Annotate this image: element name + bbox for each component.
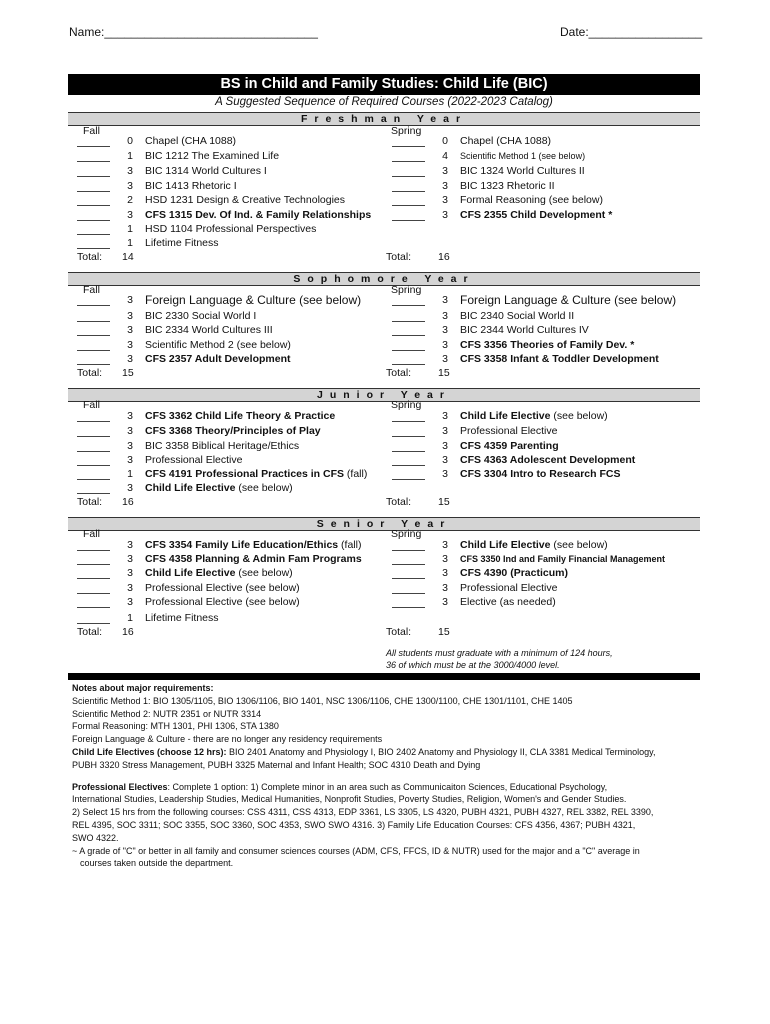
credit-hours: 3 bbox=[127, 553, 133, 565]
spring-course-row bbox=[392, 552, 702, 566]
course-name bbox=[145, 352, 290, 366]
spring-course-row bbox=[392, 193, 702, 207]
credit-hours: 1 bbox=[127, 468, 133, 480]
spring-total-label: Total: bbox=[386, 626, 412, 638]
course-note: (fall) bbox=[344, 468, 368, 480]
course-name bbox=[460, 424, 557, 438]
note-professional-electives bbox=[72, 781, 712, 794]
course-note: (see below) bbox=[235, 567, 293, 579]
fall-course-row bbox=[77, 409, 387, 423]
credit-hours: 3 bbox=[127, 567, 133, 579]
fall-course-row bbox=[77, 193, 387, 207]
spring-total-label: Total: bbox=[386, 251, 412, 263]
credit-hours: 3 bbox=[442, 165, 448, 177]
credit-hours: 3 bbox=[127, 440, 133, 452]
course-title: CFS 4363 Adolescent Development bbox=[460, 454, 636, 466]
course-name bbox=[145, 611, 219, 625]
grade-blank[interactable] bbox=[77, 455, 110, 466]
year-header: Junior Year bbox=[68, 388, 700, 402]
fall-course-row bbox=[77, 538, 387, 552]
course-name bbox=[460, 538, 608, 552]
pe-line3: 2) Select 15 hrs from the following courses: CSS 4311, CSS 4313, EDP 3361, LS 3305, LS 4320, PUBH 4321, PUBH 4327, REL 3382, REL 3390, bbox=[72, 807, 654, 818]
credit-hours: 3 bbox=[127, 324, 133, 336]
grade-blank[interactable] bbox=[77, 554, 110, 565]
pe-line5: SWO 4322. bbox=[72, 832, 119, 843]
spring-label: Spring bbox=[391, 284, 422, 296]
course-title: Professional Elective (see below) bbox=[145, 582, 300, 594]
fall-course-row bbox=[77, 581, 387, 595]
course-title: CFS 3354 Family Life Education/Ethics bbox=[145, 539, 339, 551]
course-name bbox=[145, 409, 335, 423]
credit-hours: 3 bbox=[442, 339, 448, 351]
spring-total-value: 16 bbox=[438, 251, 450, 263]
spring-total-value: 15 bbox=[438, 367, 450, 379]
name-field[interactable]: Name:________________________________ bbox=[69, 25, 318, 39]
pe-label: Professional Electives bbox=[72, 781, 168, 792]
credit-hours: 3 bbox=[442, 454, 448, 466]
fall-course-row bbox=[77, 222, 387, 236]
course-name bbox=[145, 193, 345, 207]
fall-course-row bbox=[77, 179, 387, 193]
course-name bbox=[145, 538, 361, 552]
credit-hours: 3 bbox=[442, 425, 448, 437]
fall-course-row bbox=[77, 439, 387, 453]
fall-course-row bbox=[77, 481, 387, 495]
course-name bbox=[145, 439, 299, 453]
course-name bbox=[145, 236, 219, 250]
grade-line1: ~ A grade of "C" or better in all family and consumer sciences courses (ADM, CFS, FFCS, ID & NUTR) used for the major and a "C" average in bbox=[72, 845, 640, 856]
spring-total-value: 15 bbox=[438, 496, 450, 508]
course-name bbox=[145, 309, 256, 323]
course-title: Formal Reasoning (see below) bbox=[460, 194, 603, 206]
year-header: Freshman Year bbox=[68, 112, 700, 126]
credit-hours: 3 bbox=[127, 339, 133, 351]
course-title: CFS 3362 Child Life Theory & Practice bbox=[145, 410, 336, 422]
course-title: Elective (as needed) bbox=[460, 596, 556, 608]
spring-course-row bbox=[392, 409, 702, 423]
spring-label: Spring bbox=[391, 399, 422, 411]
course-name bbox=[145, 149, 279, 163]
credit-hours: 3 bbox=[127, 410, 133, 422]
course-name bbox=[145, 134, 236, 148]
course-title: BIC 3358 Biblical Heritage/Ethics bbox=[145, 440, 300, 452]
credit-hours: 3 bbox=[442, 353, 448, 365]
spring-course-row bbox=[392, 134, 702, 148]
fall-course-row bbox=[77, 338, 387, 352]
grade-blank[interactable] bbox=[392, 340, 425, 351]
fall-course-row bbox=[77, 352, 387, 366]
year-header: Senior Year bbox=[68, 517, 700, 531]
course-title: CFS 3350 Ind and Family Financial Management bbox=[460, 554, 666, 564]
grade-blank[interactable] bbox=[77, 224, 110, 235]
credit-hours: 3 bbox=[442, 582, 448, 594]
cle-text: BIO 2401 Anatomy and Physiology I, BIO 2402 Anatomy and Physiology II, CLA 3381 Medical Terminology, bbox=[226, 746, 656, 757]
grade-blank[interactable] bbox=[77, 311, 110, 322]
grade-blank[interactable] bbox=[392, 540, 425, 551]
course-name bbox=[145, 164, 267, 178]
grade-blank[interactable] bbox=[77, 325, 110, 336]
credit-hours: 3 bbox=[127, 582, 133, 594]
fall-label: Fall bbox=[83, 528, 100, 540]
fall-label: Fall bbox=[83, 399, 100, 411]
fall-course-row bbox=[77, 236, 387, 250]
course-name bbox=[460, 566, 568, 580]
grade-blank[interactable] bbox=[77, 568, 110, 579]
course-name bbox=[460, 552, 665, 566]
course-title: CFS 3356 Theories of Family Dev. * bbox=[460, 339, 635, 351]
spring-label: Spring bbox=[391, 125, 422, 137]
course-title: Professional Elective bbox=[460, 425, 558, 437]
credit-hours: 3 bbox=[127, 596, 133, 608]
grade-blank[interactable] bbox=[77, 469, 110, 480]
course-title: HSD 1104 Professional Perspectives bbox=[145, 223, 317, 235]
course-name bbox=[460, 149, 585, 163]
grade-blank[interactable] bbox=[77, 340, 110, 351]
spring-course-row bbox=[392, 595, 702, 609]
credit-hours: 1 bbox=[127, 150, 133, 162]
course-title: CFS 4359 Parenting bbox=[460, 440, 559, 452]
course-title: Child Life Elective bbox=[145, 482, 236, 494]
course-title: CFS 3304 Intro to Research FCS bbox=[460, 468, 621, 480]
course-note: (fall) bbox=[338, 539, 362, 551]
credit-hours: 3 bbox=[442, 567, 448, 579]
course-title: Scientific Method 1 (see below) bbox=[460, 151, 586, 161]
grade-blank[interactable] bbox=[77, 210, 110, 221]
fall-course-row bbox=[77, 164, 387, 178]
course-name bbox=[460, 467, 620, 481]
fall-total-value: 16 bbox=[122, 496, 134, 508]
course-title: Child Life Elective bbox=[460, 539, 551, 551]
course-name bbox=[460, 164, 585, 178]
cle-label: Child Life Electives (choose 12 hrs): bbox=[72, 746, 227, 757]
fall-course-row bbox=[77, 134, 387, 148]
credit-hours: 3 bbox=[127, 539, 133, 551]
fall-label: Fall bbox=[83, 284, 100, 296]
course-title: BIC 1324 World Cultures II bbox=[460, 165, 585, 177]
credit-hours: 3 bbox=[442, 180, 448, 192]
grade-blank[interactable] bbox=[77, 597, 110, 608]
course-name bbox=[145, 179, 237, 193]
course-name bbox=[460, 439, 559, 453]
grade-blank[interactable] bbox=[392, 597, 425, 608]
fall-course-row bbox=[77, 323, 387, 337]
course-name bbox=[460, 293, 676, 307]
grade-blank[interactable] bbox=[392, 554, 425, 565]
course-name bbox=[460, 309, 574, 323]
spring-course-row bbox=[392, 179, 702, 193]
credit-hours: 3 bbox=[127, 353, 133, 365]
course-title: CFS 3368 Theory/Principles of Play bbox=[145, 425, 321, 437]
fall-total-value: 14 bbox=[122, 251, 134, 263]
spring-total-label: Total: bbox=[386, 367, 412, 379]
page-title: BS in Child and Family Studies: Child Life (BIC) bbox=[68, 74, 700, 95]
spring-course-row bbox=[392, 164, 702, 178]
course-title: CFS 3358 Infant & Toddler Development bbox=[460, 353, 659, 365]
course-title: Foreign Language & Culture (see below) bbox=[145, 293, 362, 307]
fall-total-label: Total: bbox=[77, 251, 103, 263]
course-name bbox=[460, 179, 555, 193]
pe-line1: : Complete 1 option: 1) Complete minor in an area such as Communicaiton Sciences, Educational Psychology, bbox=[167, 781, 608, 792]
grade-blank[interactable] bbox=[77, 195, 110, 206]
course-name bbox=[460, 193, 603, 207]
grade-blank[interactable] bbox=[77, 583, 110, 594]
credit-hours: 3 bbox=[127, 165, 133, 177]
course-title: Scientific Method 2 (see below) bbox=[145, 339, 291, 351]
fall-course-row bbox=[77, 424, 387, 438]
fall-total-label: Total: bbox=[77, 367, 103, 379]
graduation-note bbox=[386, 647, 613, 671]
grade-blank[interactable] bbox=[77, 483, 110, 494]
credit-hours: 3 bbox=[127, 294, 133, 306]
spring-course-row bbox=[392, 439, 702, 453]
credit-hours: 1 bbox=[127, 223, 133, 235]
course-title: Professional Elective bbox=[145, 454, 243, 466]
course-name bbox=[145, 467, 367, 481]
spring-total-value: 15 bbox=[438, 626, 450, 638]
course-name bbox=[460, 453, 635, 467]
note-sci1: Scientific Method 1: BIO 1305/1105, BIO 1306/1106, BIO 1401, NSC 1306/1106, CHE 1300/1100, CHE 1301/1101, CHE 1405 bbox=[72, 695, 573, 706]
credit-hours: 3 bbox=[442, 468, 448, 480]
grade-blank[interactable] bbox=[392, 195, 425, 206]
grade-blank[interactable] bbox=[392, 568, 425, 579]
grade-blank[interactable] bbox=[392, 354, 425, 365]
credit-hours: 3 bbox=[442, 596, 448, 608]
credit-hours: 3 bbox=[442, 553, 448, 565]
fall-label: Fall bbox=[83, 125, 100, 137]
course-title: Professional Elective (see below) bbox=[145, 596, 300, 608]
course-name bbox=[145, 566, 293, 580]
course-title: CFS 4390 (Practicum) bbox=[460, 567, 568, 579]
grade-blank[interactable] bbox=[392, 210, 425, 221]
course-title: BIC 2344 World Cultures IV bbox=[460, 324, 589, 336]
course-name bbox=[145, 581, 300, 595]
course-name bbox=[460, 338, 634, 352]
grade-blank[interactable] bbox=[77, 295, 110, 306]
grade-blank[interactable] bbox=[77, 354, 110, 365]
grade-blank[interactable] bbox=[392, 426, 425, 437]
course-title: Foreign Language & Culture (see below) bbox=[460, 293, 677, 307]
fall-course-row bbox=[77, 566, 387, 580]
course-name bbox=[460, 409, 608, 423]
course-name bbox=[460, 134, 551, 148]
grade-line2: courses taken outside the department. bbox=[80, 858, 234, 869]
grade-blank[interactable] bbox=[392, 583, 425, 594]
course-name bbox=[145, 222, 316, 236]
grade-blank[interactable] bbox=[77, 181, 110, 192]
grade-blank[interactable] bbox=[392, 455, 425, 466]
grade-blank[interactable] bbox=[392, 469, 425, 480]
course-title: HSD 1231 Design & Creative Technologies bbox=[145, 194, 346, 206]
credit-hours: 3 bbox=[442, 440, 448, 452]
course-title: Lifetime Fitness bbox=[145, 612, 219, 624]
course-title: CFS 4358 Planning & Admin Fam Programs bbox=[145, 553, 362, 565]
credit-hours: 3 bbox=[442, 310, 448, 322]
course-title: CFS 4191 Professional Practices in CFS bbox=[145, 468, 344, 480]
course-title: CFS 2355 Child Development * bbox=[460, 209, 613, 221]
spring-course-row bbox=[392, 309, 702, 323]
spring-course-row bbox=[392, 453, 702, 467]
spring-course-row bbox=[392, 424, 702, 438]
course-title: BIC 2334 World Cultures III bbox=[145, 324, 273, 336]
credit-hours: 3 bbox=[127, 209, 133, 221]
credit-hours: 3 bbox=[442, 410, 448, 422]
grade-blank[interactable] bbox=[392, 166, 425, 177]
course-name bbox=[145, 453, 242, 467]
spring-course-row bbox=[392, 538, 702, 552]
grade-blank[interactable] bbox=[392, 325, 425, 336]
spring-total-label: Total: bbox=[386, 496, 412, 508]
course-title: BIC 2340 Social World II bbox=[460, 310, 575, 322]
spring-course-row bbox=[392, 293, 702, 307]
year-header: Sophomore Year bbox=[68, 272, 700, 286]
course-title: CFS 1315 Dev. Of Ind. & Family Relationships bbox=[145, 209, 372, 221]
course-name bbox=[460, 352, 659, 366]
grade-blank[interactable] bbox=[392, 136, 425, 147]
graduation-note-line: 36 of which must be at the 3000/4000 level. bbox=[386, 660, 560, 670]
credit-hours: 1 bbox=[127, 612, 133, 624]
course-name bbox=[145, 424, 321, 438]
fall-course-row bbox=[77, 453, 387, 467]
credit-hours: 2 bbox=[127, 194, 133, 206]
credit-hours: 3 bbox=[442, 294, 448, 306]
grade-blank[interactable] bbox=[77, 426, 110, 437]
course-name bbox=[145, 293, 361, 307]
course-note: (see below) bbox=[235, 482, 293, 494]
fall-total-label: Total: bbox=[77, 496, 103, 508]
course-name bbox=[460, 595, 556, 609]
course-title: CFS 2357 Adult Development bbox=[145, 353, 291, 365]
credit-hours: 4 bbox=[442, 150, 448, 162]
course-title: BIC 1314 World Cultures I bbox=[145, 165, 267, 177]
grade-blank[interactable] bbox=[77, 151, 110, 162]
spring-course-row bbox=[392, 566, 702, 580]
course-name bbox=[145, 552, 362, 566]
course-title: Child Life Elective bbox=[145, 567, 236, 579]
course-title: Professional Elective bbox=[460, 582, 558, 594]
spring-course-row bbox=[392, 208, 702, 222]
grade-blank[interactable] bbox=[392, 441, 425, 452]
grade-blank[interactable] bbox=[77, 166, 110, 177]
spring-course-row bbox=[392, 338, 702, 352]
fall-total-value: 15 bbox=[122, 367, 134, 379]
course-title: Child Life Elective bbox=[460, 410, 551, 422]
grade-blank[interactable] bbox=[77, 136, 110, 147]
note-child-life-electives bbox=[72, 746, 712, 759]
course-name bbox=[145, 323, 273, 337]
page-subtitle: A Suggested Sequence of Required Courses (2022-2023 Catalog) bbox=[215, 96, 553, 108]
course-name bbox=[460, 208, 612, 222]
spring-course-row bbox=[392, 323, 702, 337]
fall-course-row bbox=[77, 149, 387, 163]
spring-label: Spring bbox=[391, 528, 422, 540]
spring-course-row bbox=[392, 149, 702, 163]
spring-course-row bbox=[392, 352, 702, 366]
course-name bbox=[145, 595, 300, 609]
grade-blank[interactable] bbox=[392, 411, 425, 422]
credit-hours: 3 bbox=[127, 180, 133, 192]
fall-course-row bbox=[77, 552, 387, 566]
grade-blank[interactable] bbox=[392, 151, 425, 162]
course-note: (see below) bbox=[550, 539, 608, 551]
course-title: BIC 1323 Rhetoric II bbox=[460, 180, 555, 192]
grade-blank[interactable] bbox=[77, 411, 110, 422]
divider-bar bbox=[68, 673, 700, 680]
course-title: Chapel (CHA 1088) bbox=[460, 135, 552, 147]
credit-hours: 3 bbox=[442, 194, 448, 206]
course-title: BIC 2330 Social World I bbox=[145, 310, 257, 322]
fall-total-value: 16 bbox=[122, 626, 134, 638]
credit-hours: 3 bbox=[442, 209, 448, 221]
credit-hours: 3 bbox=[127, 310, 133, 322]
fall-course-row bbox=[77, 293, 387, 307]
grade-blank[interactable] bbox=[77, 540, 110, 551]
note-foreign: Foreign Language & Culture - there are no longer any residency requirements bbox=[72, 734, 383, 745]
note-cle-cont: PUBH 3320 Stress Management, PUBH 3325 Maternal and Infant Health; SOC 4310 Death and Dying bbox=[72, 759, 481, 770]
grade-blank[interactable] bbox=[392, 181, 425, 192]
note-sci2: Scientific Method 2: NUTR 2351 or NUTR 3314 bbox=[72, 708, 262, 719]
fall-course-row bbox=[77, 467, 387, 481]
credit-hours: 3 bbox=[127, 482, 133, 494]
grade-blank[interactable] bbox=[392, 311, 425, 322]
course-title: BIC 1212 The Examined Life bbox=[145, 150, 280, 162]
course-name bbox=[145, 481, 293, 495]
note-formal: Formal Reasoning: MTH 1301, PHI 1306, STA 1380 bbox=[72, 721, 279, 732]
credit-hours: 3 bbox=[442, 539, 448, 551]
credit-hours: 3 bbox=[127, 425, 133, 437]
grade-blank[interactable] bbox=[77, 441, 110, 452]
course-name bbox=[460, 323, 589, 337]
course-title: BIC 1413 Rhetoric I bbox=[145, 180, 237, 192]
fall-course-row bbox=[77, 208, 387, 222]
fall-total-label: Total: bbox=[77, 626, 103, 638]
credit-hours: 3 bbox=[442, 324, 448, 336]
credit-hours: 3 bbox=[127, 454, 133, 466]
fall-course-row bbox=[77, 309, 387, 323]
course-title: Chapel (CHA 1088) bbox=[145, 135, 237, 147]
credit-hours: 1 bbox=[127, 237, 133, 249]
credit-hours: 0 bbox=[127, 135, 133, 147]
notes-heading: Notes about major requirements: bbox=[72, 683, 214, 693]
course-name bbox=[460, 581, 557, 595]
graduation-note-line: All students must graduate with a minimum of 124 hours, bbox=[386, 648, 613, 658]
course-note: (see below) bbox=[550, 410, 608, 422]
grade-blank[interactable] bbox=[392, 295, 425, 306]
pe-line2: International Studies, Leadership Studies, Medical Humanities, Nonprofit Studies, Poverty Studies, Religion, Women's and Gender Studies. bbox=[72, 794, 627, 805]
fall-course-row bbox=[77, 595, 387, 609]
course-title: Lifetime Fitness bbox=[145, 237, 219, 249]
spring-course-row bbox=[392, 467, 702, 481]
fall-course-row bbox=[77, 611, 387, 625]
notes-section bbox=[72, 682, 712, 870]
grade-blank[interactable] bbox=[77, 613, 110, 624]
spring-course-row bbox=[392, 581, 702, 595]
grade-blank[interactable] bbox=[77, 238, 110, 249]
credit-hours: 0 bbox=[442, 135, 448, 147]
date-field[interactable]: Date:_________________ bbox=[560, 25, 703, 39]
pe-line4: REL 4395, SOC 3311; SOC 3355, SOC 3360, SOC 4353, SWO SWO 4316. 3) Family Life Education Courses: CFS 4356, 4367; PUBH 4321, bbox=[72, 819, 636, 830]
course-name bbox=[145, 338, 291, 352]
course-name bbox=[145, 208, 371, 222]
